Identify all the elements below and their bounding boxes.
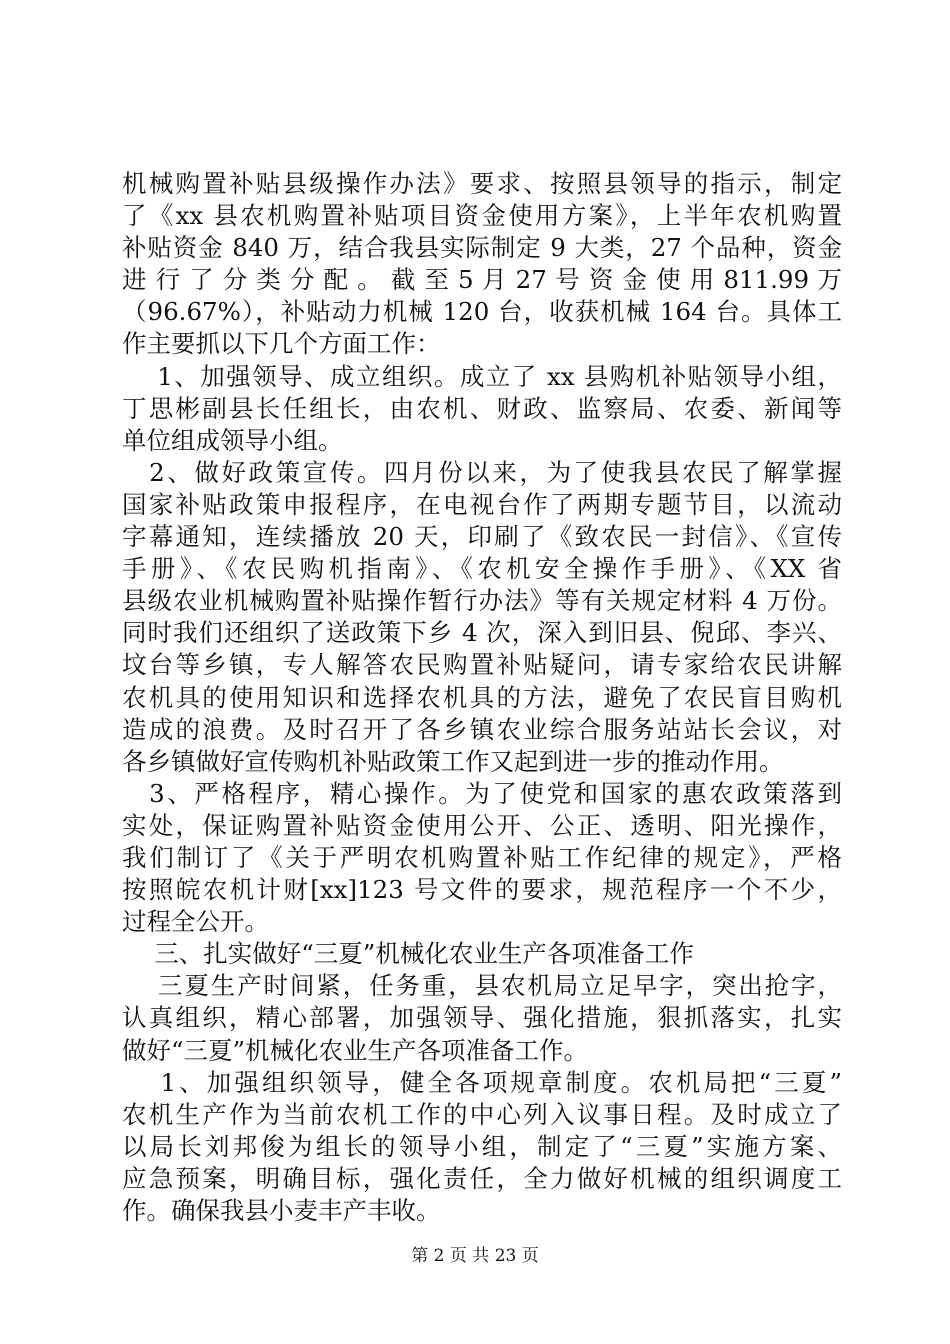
- text-line: 各乡镇做好宣传购机补贴政策工作又起到进一步的推动作用。: [122, 746, 784, 776]
- text-line: 1、加强组织领导，健全各项规章制度。农机局把“三夏”: [122, 1067, 842, 1097]
- document-body: [122, 168, 842, 1227]
- page-footer: 第 2 页 共 23 页: [411, 1246, 539, 1266]
- text-line: 丁思彬副县长任组长，由农机、财政、监察局、农委、新闻等: [122, 393, 842, 423]
- text-line: 造成的浪费。及时召开了各乡镇农业综合服务站站长会议，对: [122, 714, 842, 744]
- text-line: 三夏生产时间紧，任务重，县农机局立足早字，突出抢字，: [122, 971, 842, 1001]
- text-line: 手册》、《农民购机指南》、《农机安全操作手册》、《XX 省: [122, 554, 842, 584]
- text-line: 农机具的使用知识和选择农机具的方法，避免了农民盲目购机: [122, 682, 842, 712]
- section-heading: 三、扎实做好“三夏”机械化农业生产各项准备工作: [122, 939, 694, 969]
- text-line: 坟台等乡镇，专人解答农民购置补贴疑问，请专家给农民讲解: [122, 650, 842, 680]
- text-line: 2、做好政策宣传。四月份以来，为了使我县农民了解掌握: [122, 457, 842, 487]
- text-line: 1、加强领导、成立组织。成立了 xx 县购机补贴领导小组，: [122, 361, 842, 391]
- text-line: 单位组成领导小组。: [122, 425, 343, 455]
- text-line: 按照皖农机计财[xx]123 号文件的要求，规范程序一个不少，: [122, 875, 842, 905]
- text-line: 国家补贴政策申报程序，在电视台作了两期专题节目，以流动: [122, 489, 842, 519]
- text-line: 以局长刘邦俊为组长的领导小组，制定了“三夏”实施方案、: [122, 1131, 842, 1161]
- text-line: 进 行 了 分 类 分 配 。 截 至 5 月 27 号 资 金 使 用 811.99 万: [122, 265, 842, 295]
- text-line: 作主要抓以下几个方面工作：: [122, 329, 441, 359]
- text-line: 实处，保证购置补贴资金使用公开、公正、透明、阳光操作，: [122, 810, 842, 840]
- text-line: （96.67%），补贴动力机械 120 台，收获机械 164 台。具体工: [122, 297, 842, 327]
- text-line: 了《xx 县农机购置补贴项目资金使用方案》，上半年农机购置: [122, 201, 842, 231]
- text-line: 同时我们还组织了送政策下乡 4 次，深入到旧县、倪邱、李兴、: [122, 618, 842, 648]
- text-line: 县级农业机械购置补贴操作暂行办法》等有关规定材料 4 万份。: [122, 586, 842, 616]
- text-line: 农机生产作为当前农机工作的中心列入议事日程。及时成立了: [122, 1099, 842, 1129]
- text-line: 字幕通知，连续播放 20 天，印刷了《致农民一封信》、《宣传: [122, 522, 842, 552]
- text-line: 3、严格程序，精心操作。为了使党和国家的惠农政策落到: [122, 778, 842, 808]
- text-line: 机械购置补贴县级操作办法》要求、按照县领导的指示，制定: [122, 169, 842, 198]
- text-line: 过程全公开。: [122, 907, 269, 937]
- text-line: 应急预案，明确目标，强化责任，全力做好机械的组织调度工: [122, 1163, 842, 1193]
- text-line: 作。确保我县小麦丰产丰收。: [122, 1196, 441, 1225]
- text-line: 认真组织，精心部署，加强领导、强化措施，狠抓落实，扎实: [122, 1003, 842, 1033]
- text-line: 我们制订了《关于严明农机购置补贴工作纪律的规定》，严格: [122, 842, 842, 872]
- text-line: 做好“三夏”机械化农业生产各项准备工作。: [122, 1035, 589, 1065]
- text-line: 补贴资金 840 万，结合我县实际制定 9 大类，27 个品种，资金: [122, 233, 842, 263]
